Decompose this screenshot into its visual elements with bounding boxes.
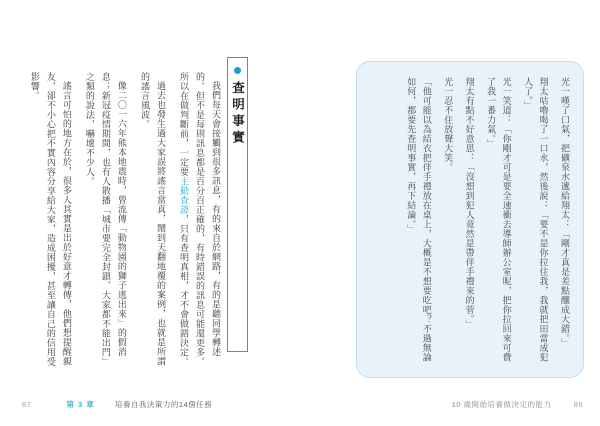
paragraph-1-pre: 我們每天會接觸到很多訊息，有的來自於網路，有的是聽同學轉述的。但不是每則訊息都是百分百正確的，有時錯誤的訊息可能還更多。所以在做判斷前，一定要 <box>178 72 221 367</box>
dialogue-line-4: 翔太有點不好意思：「沒想到犯人竟然是帶伴手禮來的菅。」 <box>464 77 475 329</box>
paragraph-1 <box>176 72 224 368</box>
dialogue-line-2: 翔太咕嚕喝了一口水，然後說：「要不是你拉住我，我就把田當成犯人了。」 <box>523 77 549 362</box>
left-page-number: 87 <box>22 400 32 409</box>
dialogue-line-6: 「他可能以為結衣把伴手禮放在桌上，大概是不想要吃吧？不過無論如何，都要先查明事實，再下結論。」 <box>406 77 432 362</box>
paragraph-3: 像二〇一六年熊本地震時，曾流傳「動物園的獅子逃出來」的假消息；新冠疫情期間，也有人散播「城市要完全封鎖、大家都不能出門」之類的說法，嚇壞不少人。 <box>84 72 127 367</box>
right-footer <box>452 399 583 410</box>
dialogue-text <box>368 77 572 362</box>
paragraph-2: 過去也發生過大家誤將謠言當真，鬧到天翻地覆的案例，也就是所謂的謠言風波。 <box>139 72 166 366</box>
highlighted-phrase: 主動查證 <box>178 176 189 215</box>
book-title: 10 歲開始培養做決定的能力 <box>451 400 552 409</box>
dialogue-line-5: 光一忍不住放聲大笑。 <box>443 77 454 172</box>
dialogue-line-3: 光一笑道：「你剛才可是要全速衝去導師辦公室呢，把你拉回來可費了我一番力氣。」 <box>486 77 512 362</box>
section-bullet-icon <box>234 67 241 74</box>
left-footer <box>22 399 212 410</box>
paragraph-1-post: ，只有查明真相，才不會做錯決定。 <box>178 214 189 367</box>
chapter-label: 第 3 章 <box>66 400 95 409</box>
chapter-title: 培養自我決策力的14個任務 <box>114 400 213 409</box>
dialogue-box <box>356 61 584 378</box>
left-body-text <box>29 72 224 368</box>
right-page-number: 86 <box>573 400 583 409</box>
section-title: 查明事實 <box>230 81 245 147</box>
paragraph-4: 謠言可怕的地方在於，很多人其實是出於好意才轉傳，他們想提醒親友，卻不小心把不實內容分享給大家，造成困擾，甚至讓自己的信用受影響。 <box>29 72 72 367</box>
section-header-box <box>227 57 248 352</box>
dialogue-line-1: 光一嘆了口氣，把礦泉水遞給翔太：「剛才真是差點釀成大錯。」 <box>560 77 570 348</box>
